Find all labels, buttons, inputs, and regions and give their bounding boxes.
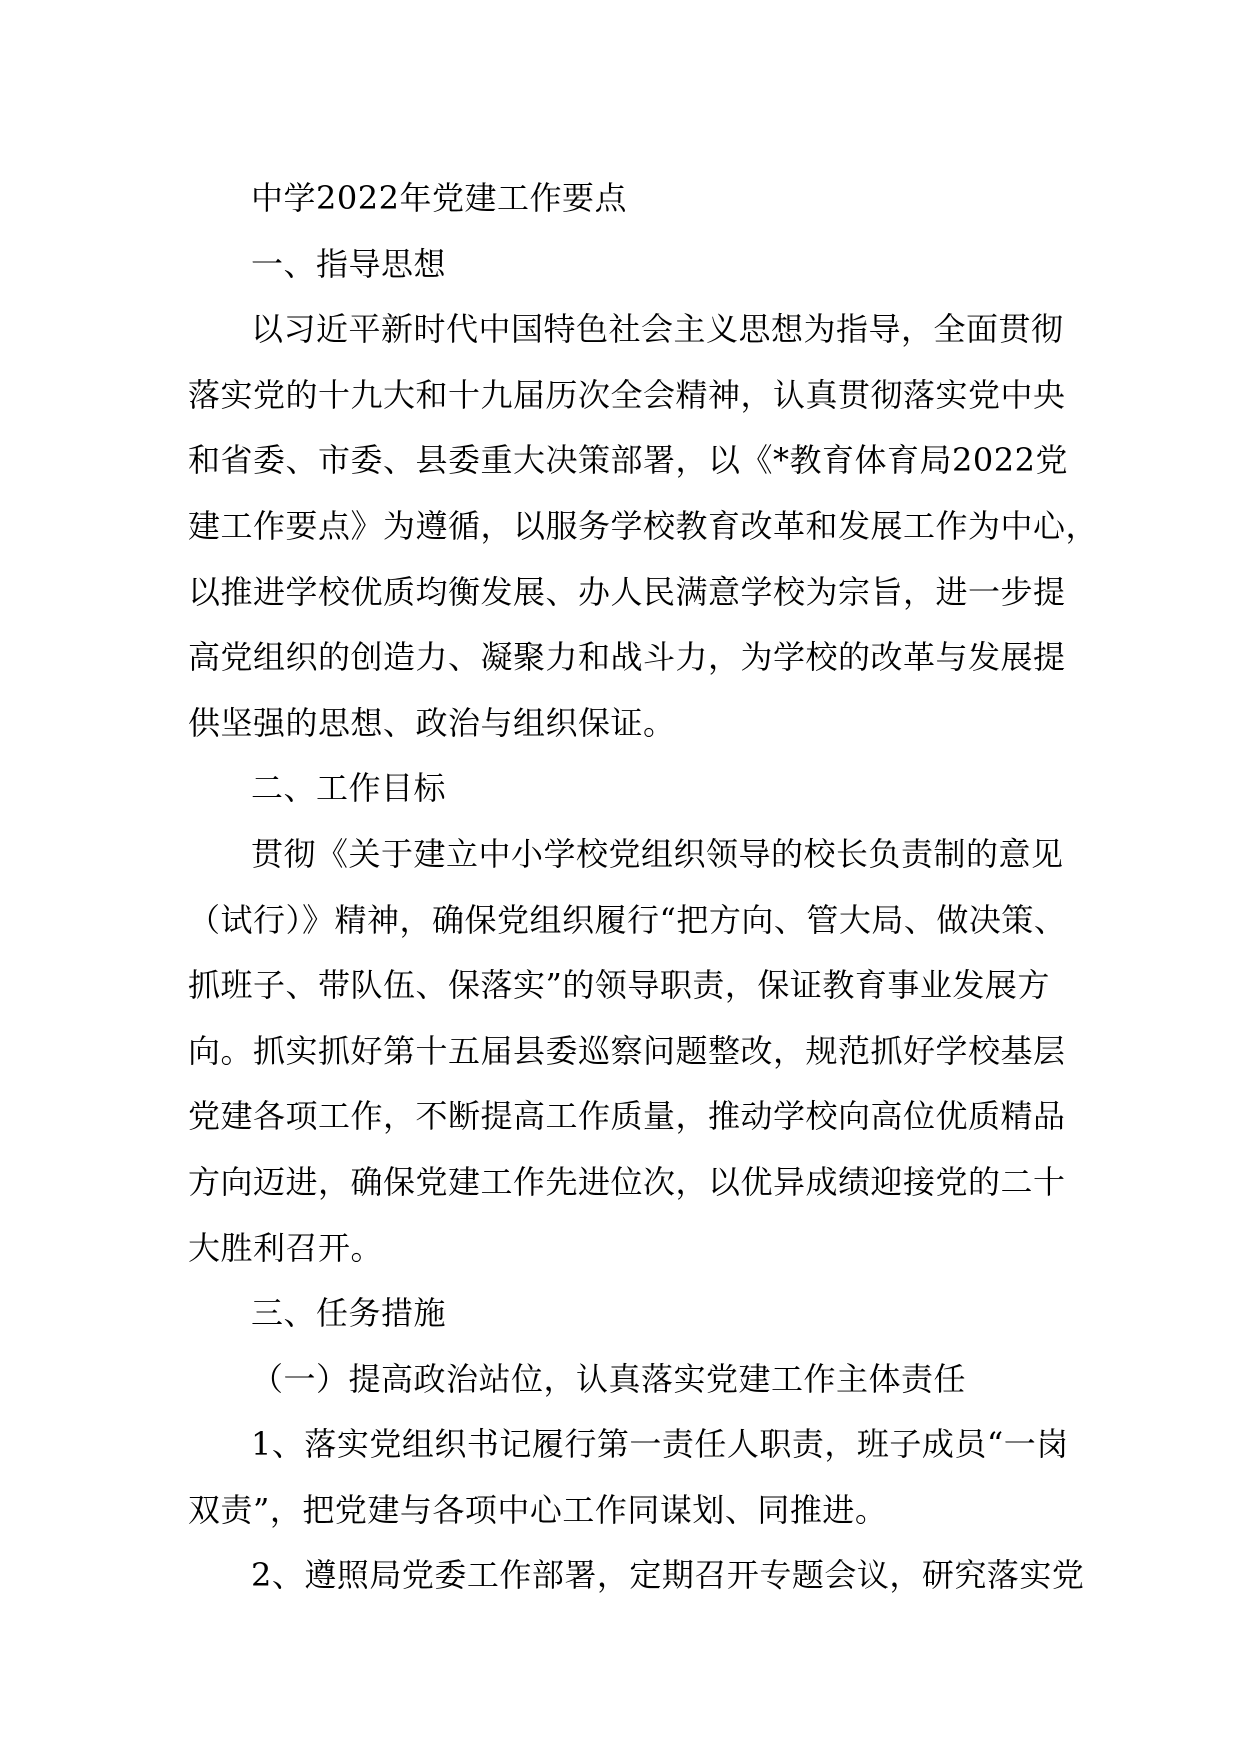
subsection-heading: （一）提高政治站位，认真落实党建工作主体责任 xyxy=(251,1359,967,1398)
paragraph-line: 2、遵照局党委工作部署，定期召开专题会议，研究落实党 xyxy=(251,1556,1085,1595)
paragraph-line: 党建各项工作，不断提高工作质量，推动学校向高位优质精品 xyxy=(188,1097,1066,1136)
paragraph-work-goals xyxy=(188,822,1088,1281)
paragraph-line: 供坚强的思想、政治与组织保证。 xyxy=(188,703,676,742)
section-heading-tasks-measures: 三、任务措施 xyxy=(251,1294,447,1333)
paragraph-line: （试行）》精神，确保党组织履行“把方向、管大局、做决策、 xyxy=(188,900,1067,939)
paragraph-guiding-ideology xyxy=(188,297,1099,756)
list-item-1 xyxy=(188,1412,1088,1543)
paragraph-line: 方向迈进，确保党建工作先进位次，以优异成绩迎接党的二十 xyxy=(188,1162,1066,1201)
document-title: 中学2022年党建工作要点 xyxy=(251,179,627,217)
paragraph-line: 以习近平新时代中国特色社会主义思想为指导，全面贯彻 xyxy=(251,310,1064,349)
list-item-2 xyxy=(188,1543,1088,1609)
section-heading-guiding-ideology: 一、指导思想 xyxy=(251,244,447,283)
paragraph-line: 向。抓实抓好第十五届县委巡察问题整改，规范抓好学校基层 xyxy=(188,1031,1066,1070)
paragraph-line: 和省委、市委、县委重大决策部署，以《*教育体育局2022党 xyxy=(188,441,1068,480)
document-body xyxy=(188,166,1099,1609)
paragraph-line: 建工作要点》为遵循，以服务学校教育改革和发展工作为中心， xyxy=(188,506,1099,545)
paragraph-line: 抓班子、带队伍、保落实”的领导职责，保证教育事业发展方 xyxy=(188,966,1050,1005)
paragraph-line: 高党组织的创造力、凝聚力和战斗力，为学校的改革与发展提 xyxy=(188,638,1066,677)
paragraph-line: 双责”，把党建与各项中心工作同谋划、同推进。 xyxy=(188,1490,888,1529)
paragraph-line: 1、落实党组织书记履行第一责任人职责，班子成员“一岗 xyxy=(251,1425,1069,1464)
section-heading-work-goals: 二、工作目标 xyxy=(251,769,447,808)
paragraph-line: 以推进学校优质均衡发展、办人民满意学校为宗旨，进一步提 xyxy=(188,572,1066,611)
paragraph-line: 大胜利召开。 xyxy=(188,1228,384,1267)
paragraph-line: 落实党的十九大和十九届历次全会精神，认真贯彻落实党中央 xyxy=(188,375,1066,414)
paragraph-line: 贯彻《关于建立中小学校党组织领导的校长负责制的意见 xyxy=(251,834,1064,873)
